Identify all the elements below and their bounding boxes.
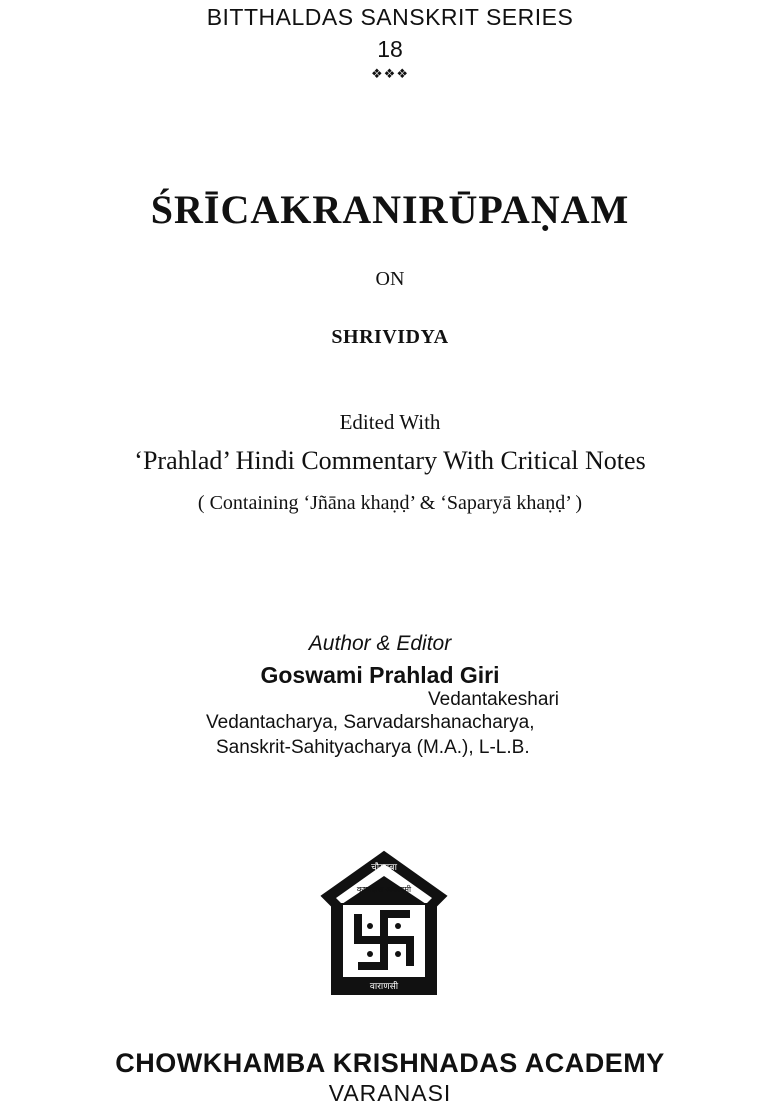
edited-with-label: Edited With xyxy=(339,410,441,434)
author-title: Sanskrit-Sahityacharya (M.A.), L-L.B. xyxy=(216,737,530,758)
book-subject: SHRIVIDYA xyxy=(331,326,449,348)
ornament-divider: ❖❖❖ xyxy=(371,66,409,81)
series-name: BITTHALDAS SANSKRIT SERIES xyxy=(206,4,574,30)
logo-arc-text: कृष्णदास अकादमी xyxy=(356,885,412,894)
author-title: Vedantacharya, Sarvadarshanacharya, xyxy=(206,712,535,733)
title-connector: ON xyxy=(375,268,405,290)
contents-note: ( Containing ‘Jñāna khaṇḍ’ & ‘Saparyā khaṇḍ’ ) xyxy=(197,492,583,514)
publisher-name: CHOWKHAMBA KRISHNADAS ACADEMY xyxy=(115,1048,665,1078)
book-title: ŚRĪCAKRANIRŪPAṆAM xyxy=(150,187,630,232)
author-label: Author & Editor xyxy=(308,632,452,655)
publisher-logo xyxy=(318,848,450,998)
author-title: Vedantakeshari xyxy=(428,689,559,710)
logo-bottom-text: वाराणसी xyxy=(369,982,399,992)
publisher-city: VARANASI xyxy=(328,1080,452,1106)
swastik-emblem-icon xyxy=(318,848,450,998)
logo-top-text: चौखम्बा xyxy=(371,863,397,873)
commentary-line: ‘Prahlad’ Hindi Commentary With Critical Notes xyxy=(134,446,646,475)
series-number: 18 xyxy=(377,36,403,62)
author-name: Goswami Prahlad Giri xyxy=(260,662,500,688)
